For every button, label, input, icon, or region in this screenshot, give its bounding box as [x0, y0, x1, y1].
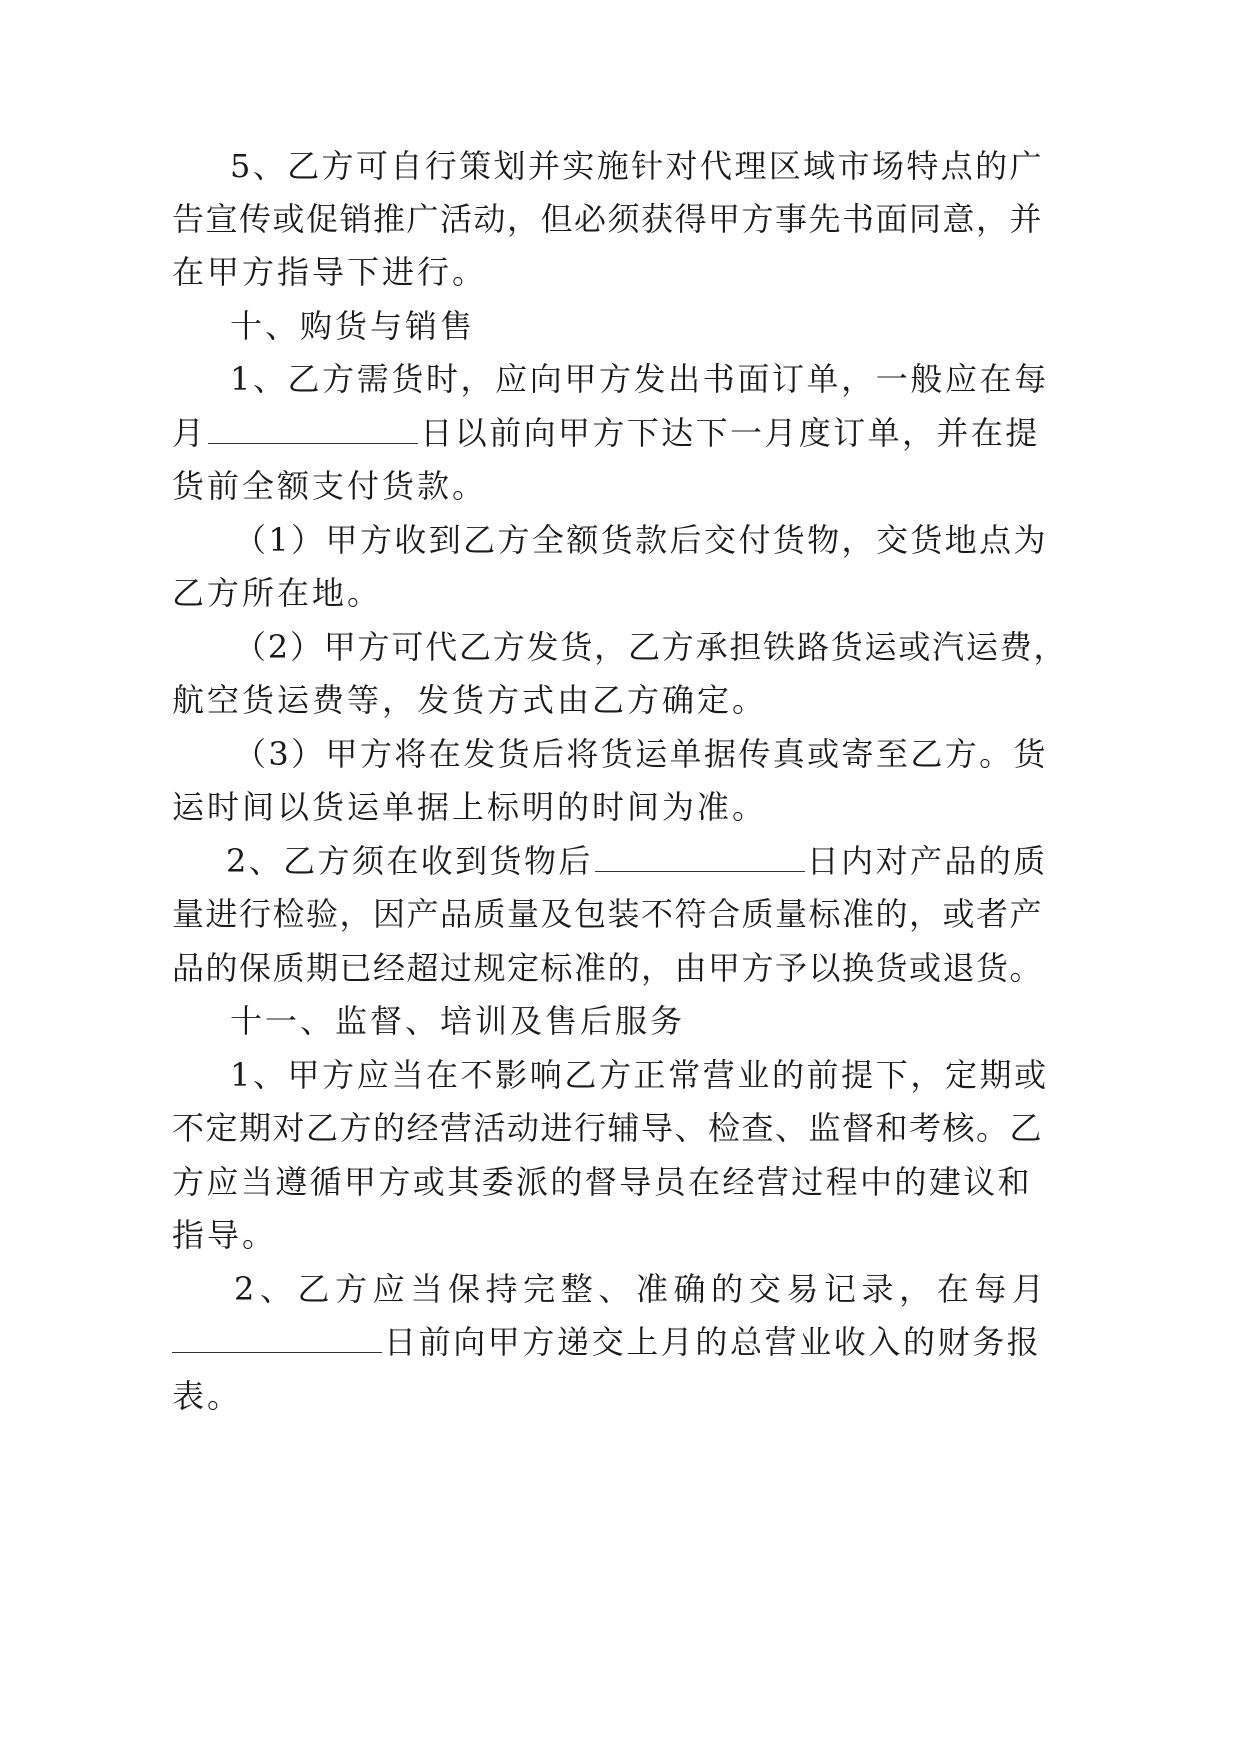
- paragraph-line: 货前全额支付货款。: [172, 467, 488, 505]
- fill-in-blank: [172, 1326, 382, 1353]
- line-text: 月: [172, 414, 207, 452]
- section-heading: 十一、监督、培训及售后服务: [230, 1002, 686, 1040]
- paragraph-line: [172, 411, 1040, 455]
- paragraph-line: 乙方所在地。: [172, 574, 383, 612]
- paragraph-line: （3）甲方将在发货后将货运单据传真或寄至乙方。货: [234, 735, 1048, 773]
- paragraph-line: 方应当遵循甲方或其委派的督导员在经营过程中的建议和: [172, 1163, 1033, 1201]
- paragraph-line: （1）甲方收到乙方全额货款后交付货物，交货地点为: [234, 521, 1048, 559]
- paragraph-line: 不定期对乙方的经营活动进行辅导、检查、监督和考核。乙: [172, 1109, 1044, 1147]
- paragraph-line: [172, 1320, 1041, 1364]
- line-text: 日内对产品的质: [806, 842, 1048, 880]
- paragraph-line: 1、乙方需货时，应向甲方发出书面订单，一般应在每: [230, 360, 1049, 398]
- paragraph-line: 告宣传或促销推广活动，但必须获得甲方事先书面同意，并: [172, 200, 1044, 238]
- line-text: 日前向甲方递交上月的总营业收入的财务报: [384, 1323, 1042, 1361]
- paragraph-line: 2、乙方应当保持完整、准确的交易记录，在每月: [234, 1270, 1050, 1308]
- paragraph-line: [226, 839, 1048, 883]
- paragraph-line: 指导。: [172, 1216, 278, 1254]
- paragraph-line: 1、甲方应当在不影响乙方正常营业的前提下，定期或: [230, 1056, 1049, 1094]
- fill-in-blank: [595, 845, 805, 872]
- section-heading: 十、购货与销售: [230, 307, 476, 345]
- fill-in-blank: [208, 417, 418, 444]
- paragraph-line: 在甲方指导下进行。: [172, 253, 488, 291]
- paragraph-line: 量进行检验，因产品质量及包装不符合质量标准的，或者产: [172, 895, 1044, 933]
- paragraph-line: 表。: [172, 1377, 243, 1415]
- paragraph-line: 品的保质期已经超过规定标准的，由甲方予以换货或退货。: [172, 949, 1044, 987]
- paragraph-line: （2）甲方可代乙方发货，乙方承担铁路货运或汽运费，: [234, 628, 1068, 666]
- line-text: 2、乙方须在收到货物后: [226, 842, 593, 880]
- paragraph-line: 航空货运费等，发货方式由乙方确定。: [172, 681, 768, 719]
- paragraph-line: 运时间以货运单据上标明的时间为准。: [172, 788, 768, 826]
- paragraph-line: 5、乙方可自行策划并实施针对代理区域市场特点的广: [230, 147, 1044, 185]
- line-text: 日以前向甲方下达下一月度订单，并在提: [420, 414, 1040, 452]
